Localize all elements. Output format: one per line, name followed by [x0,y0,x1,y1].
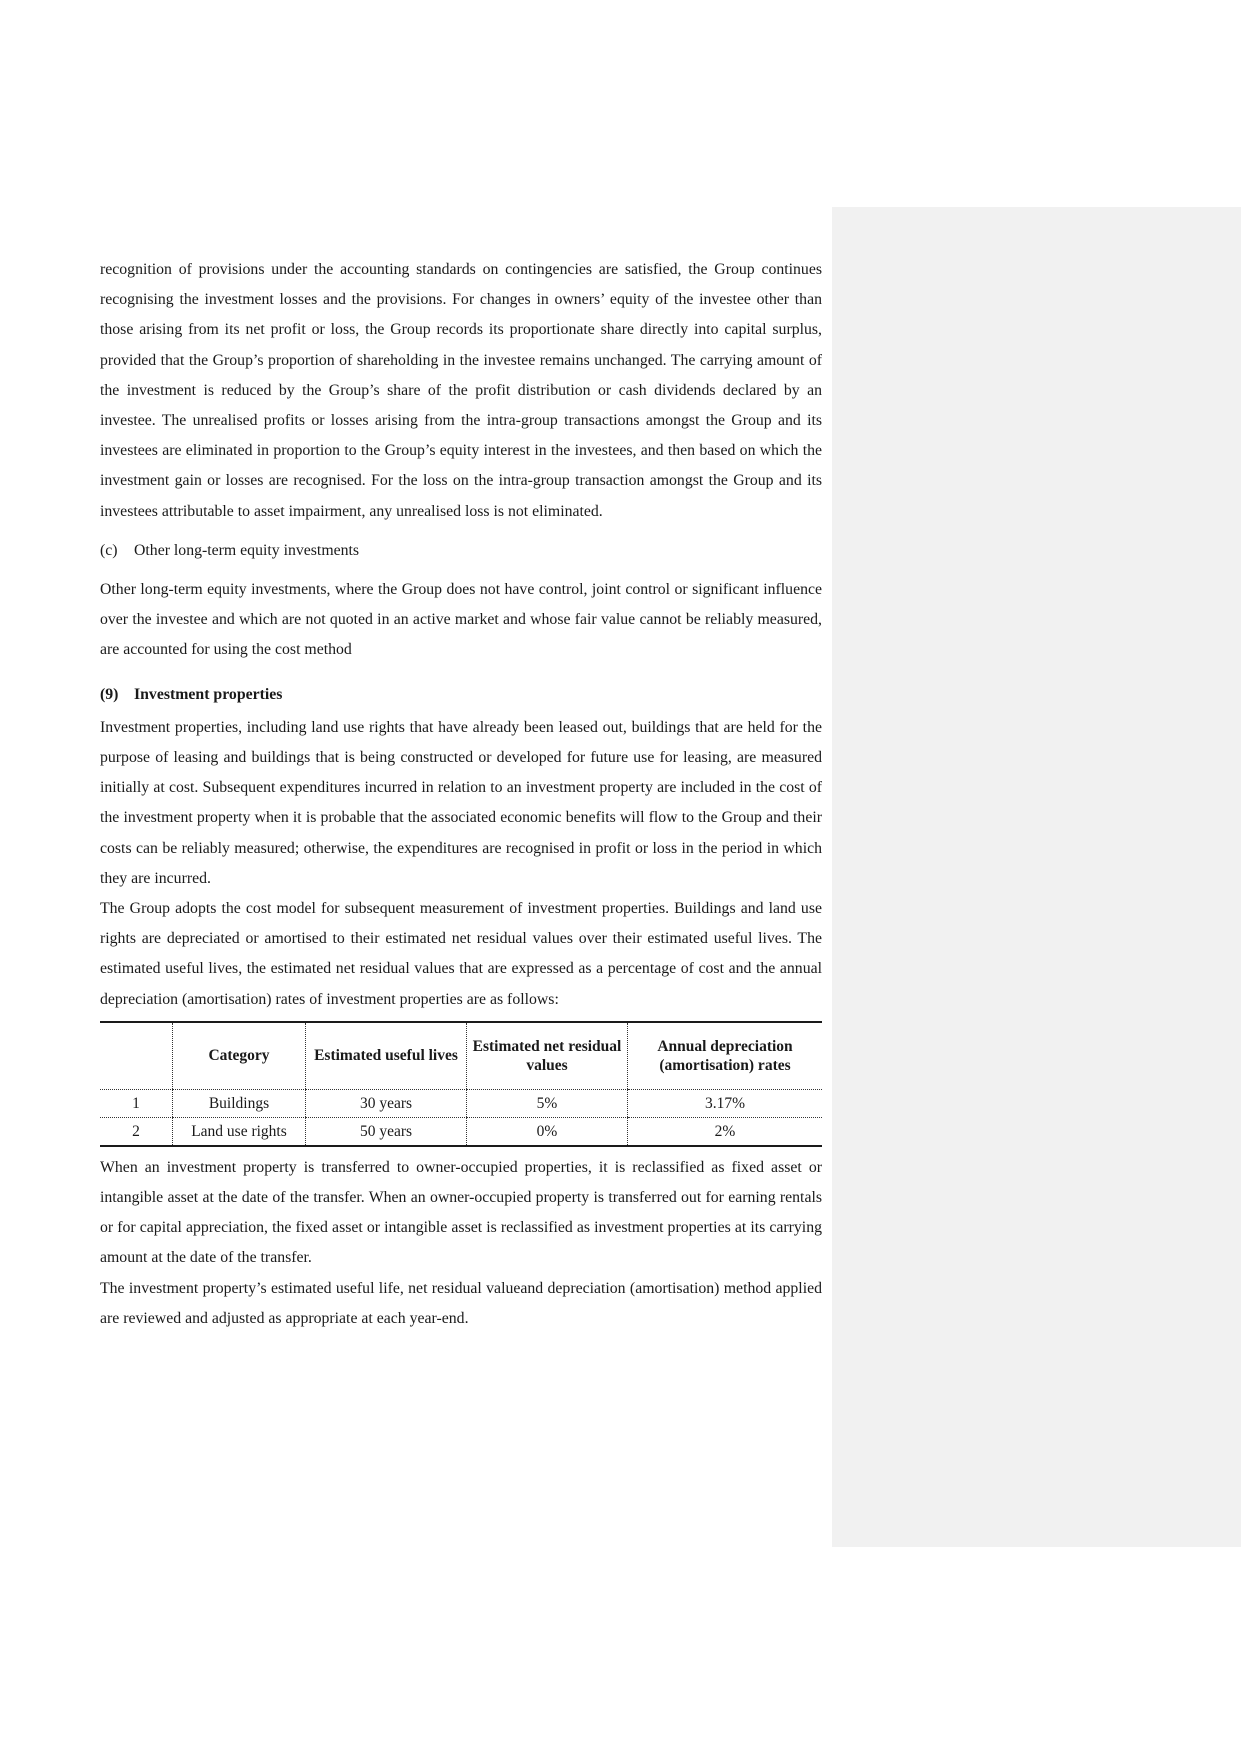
cell-useful-lives: 50 years [306,1117,467,1146]
header-rates: Annual depreciation (amortisation) rates [628,1022,823,1090]
subheading-title: Other long-term equity investments [134,541,360,559]
header-category: Category [173,1022,306,1090]
table-row [100,1089,822,1117]
cell-residual-values: 5% [467,1089,628,1117]
table-row [100,1117,822,1146]
cell-no: 1 [100,1089,173,1117]
comment-margin-panel [832,207,1241,1547]
subheading-other-long-term-equity [100,536,822,566]
paragraph-transfer: When an investment property is transferred to owner-occupied properties, it is reclassified as fixed asset or intangible asset at the date of the transfer. When an owner-occupied property is transferred out for earning rentals or for capital appreciation, the fixed asset or intangible asset is reclassified as investment properties at its carrying amount at the date of the transfer. [100,1158,822,1267]
subheading-number: (c) [100,541,118,559]
cell-no: 2 [100,1117,173,1146]
document-body [100,255,822,1334]
cell-useful-lives: 30 years [306,1089,467,1117]
depreciation-rates-table [100,1021,822,1147]
header-residual-values: Estimated net residual values [467,1022,628,1090]
header-useful-lives: Estimated useful lives [306,1022,467,1090]
cell-rates: 3.17% [628,1089,823,1117]
cell-category: Buildings [173,1089,306,1117]
paragraph-equity-method-continued: recognition of provisions under the accounting standards on contingencies are satisfied, the Group continues recognising the investment losses and the provisions. For changes in owners’ equity of the investee other than those arising from its net profit or loss, the Group records its proportionate share directly into capital surplus, provided that the Group’s proportion of shareholding in the investee remains unchanged. The carrying amount of the investment is reduced by the Group’s share of the profit distribution or cash dividends declared by an investee. The unrealised profits or losses arising from the intra-group transactions amongst the Group and its investees are eliminated in proportion to the Group’s equity interest in the investees, and then based on which the investment gain or losses are recognised. For the loss on the intra-group transaction amongst the Group and its investees attributable to asset impairment, any unrealised loss is not eliminated. [100,261,822,520]
table-header-row [100,1022,822,1090]
paragraph-cost-method: Other long-term equity investments, where the Group does not have control, joint control or significant influence over the investee and which are not quoted in an active market and whose fair value cannot be reliably measured, are accounted for using the cost method [100,581,822,659]
header-no [100,1022,173,1090]
section-title: Investment properties [134,685,283,703]
cell-residual-values: 0% [467,1117,628,1146]
paragraph-year-end-review: The investment property’s estimated useful life, net residual valueand depreciation (amortisation) method applied are reviewed and adjusted as appropriate at each year-end. [100,1279,822,1327]
paragraph-cost-model: The Group adopts the cost model for subsequent measurement of investment properties. Buildings and land use rights are depreciated or amortised to their estimated net residual values over their estimated useful lives. The estimated useful lives, the estimated net residual values that are expressed as a percentage of cost and the annual depreciation (amortisation) rates of investment properties are as follows: [100,900,822,1008]
cell-category: Land use rights [173,1117,306,1146]
paragraph-investment-properties-definition: Investment properties, including land use rights that have already been leased out, buildings that are held for the purpose of leasing and buildings that is being constructed or developed for future use for leasing, are measured initially at cost. Subsequent expenditures incurred in relation to an investment property are included in the cost of the investment property when it is probable that the associated economic benefits will flow to the Group and their costs can be reliably measured; otherwise, the expenditures are recognised in profit or loss in the period in which they are incurred. [100,718,822,887]
section-number: (9) [100,685,119,703]
section-heading-investment-properties [100,680,822,710]
cell-rates: 2% [628,1117,823,1146]
